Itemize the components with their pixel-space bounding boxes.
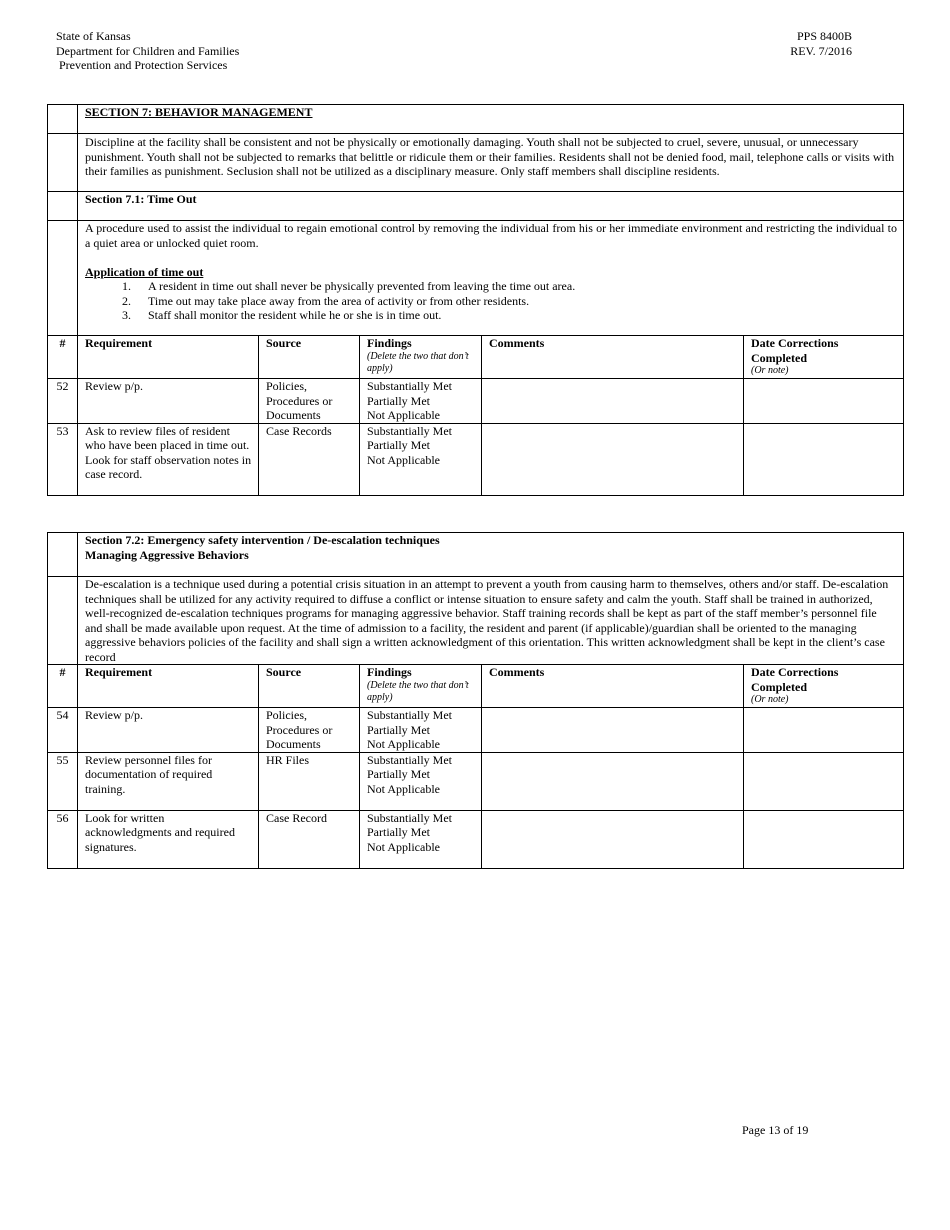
- header-revision: REV. 7/2016: [790, 43, 852, 58]
- row-findings[interactable]: Substantially Met Partially Met Not Applicable: [360, 752, 482, 810]
- row-requirement: Ask to review files of resident who have been placed in time out. Look for staff observation notes in case record.: [78, 423, 259, 495]
- row-source: Policies, Procedures or Documents: [259, 379, 360, 424]
- header-agency: [56, 29, 239, 73]
- time-out-definition: A procedure used to assist the individual to regain emotional control by removing the individual from his or her immediate environment and restricting the individual to a quiet area or unlocked quiet room.: [85, 221, 897, 250]
- section7-1-title: Section 7.1: Time Out: [78, 192, 904, 221]
- row-requirement: Review p/p.: [78, 708, 259, 753]
- col-comments-header: Comments: [482, 336, 744, 379]
- table-header-row: [48, 336, 904, 379]
- row-date-corrections[interactable]: [744, 810, 904, 868]
- list-item: 1. A resident in time out shall never be physically prevented from leaving the time out area.: [134, 279, 897, 294]
- row-number: 54: [48, 708, 78, 753]
- row-number: 52: [48, 379, 78, 424]
- row-number: 53: [48, 423, 78, 495]
- table-header-row: [48, 665, 904, 708]
- row-requirement: Review p/p.: [78, 379, 259, 424]
- list-item: 3. Staff shall monitor the resident while he or she is in time out.: [134, 308, 897, 323]
- row-source: Case Records: [259, 423, 360, 495]
- row-findings[interactable]: Substantially Met Partially Met Not Applicable: [360, 708, 482, 753]
- section7-2-table: [47, 532, 904, 869]
- table-row: [48, 379, 904, 424]
- row-number: 56: [48, 810, 78, 868]
- col-findings-header: Findings (Delete the two that don’t apply): [360, 665, 482, 708]
- table-row: [48, 752, 904, 810]
- row-number: 55: [48, 752, 78, 810]
- row-findings[interactable]: Substantially Met Partially Met Not Applicable: [360, 810, 482, 868]
- application-heading: Application of time out: [85, 264, 204, 279]
- application-list: [85, 279, 897, 323]
- row-requirement: Look for written acknowledgments and required signatures.: [78, 810, 259, 868]
- row-date-corrections[interactable]: [744, 752, 904, 810]
- row-comments[interactable]: [482, 708, 744, 753]
- section7-2-body: De-escalation is a technique used during a potential crisis situation in an attempt to prevent a youth from causing harm to themselves, others and/or staff. De-escalation techniques shall be utilized for any activity required to diffuse a conflict or intense situation to ensure safety and calm the youth. Staff shall be trained in authorized, well-recognized de-escalation techniques programs for managing aggressive behavior. Staff training records shall be kept as part of the staff member’s personnel file and shall be made available upon request. At the time of admission to a facility, the resident and parent (if applicable)/guardian shall be oriented to the managing aggressive behaviors policies of the facility and shall sign a written acknowledgment of this orientation. This written acknowledgment shall be kept in the client’s case record: [78, 577, 904, 665]
- row-comments[interactable]: [482, 423, 744, 495]
- page-number: Page 13 of 19: [742, 1123, 809, 1137]
- row-source: Case Record: [259, 810, 360, 868]
- row-comments[interactable]: [482, 379, 744, 424]
- col-requirement-header: Requirement: [78, 665, 259, 708]
- date-note: (Or note): [751, 694, 789, 705]
- list-item: 2. Time out may take place away from the area of activity or from other residents.: [134, 294, 897, 309]
- col-findings-header: Findings (Delete the two that don’t apply): [360, 336, 482, 379]
- row-findings[interactable]: Substantially Met Partially Met Not Applicable: [360, 379, 482, 424]
- table-row: [48, 810, 904, 868]
- date-note: (Or note): [751, 365, 789, 376]
- header-state: State of Kansas: [56, 29, 131, 43]
- section7-2-title: Section 7.2: Emergency safety intervention / De-escalation techniques Managing Aggressive Behaviors: [78, 533, 904, 577]
- col-source-header: Source: [259, 336, 360, 379]
- header-form-number: PPS 8400B: [796, 29, 852, 43]
- row-comments[interactable]: [482, 810, 744, 868]
- section7-1-body: [78, 221, 904, 336]
- row-source: Policies, Procedures or Documents: [259, 708, 360, 753]
- section7-title: SECTION 7: BEHAVIOR MANAGEMENT: [78, 105, 904, 134]
- col-source-header: Source: [259, 665, 360, 708]
- col-date-header: Date Corrections Completed (Or note): [744, 665, 904, 708]
- row-findings[interactable]: Substantially Met Partially Met Not Applicable: [360, 423, 482, 495]
- row-date-corrections[interactable]: [744, 379, 904, 424]
- header-form-id: [790, 29, 852, 58]
- row-comments[interactable]: [482, 752, 744, 810]
- findings-note: (Delete the two that don’t apply): [367, 679, 469, 703]
- row-date-corrections[interactable]: [744, 708, 904, 753]
- section7-body: Discipline at the facility shall be consistent and not be physically or emotionally damaging. Youth shall not be subjected to cruel, severe, unusual, or unnecessary punishment. Youth shall not be subjected to remarks that belittle or ridicule them or their families. Residents shall not be denied food, mail, telephone calls or visits with their families as punishment. Seclusion shall not be utilized as a disciplinary measure. Only staff members shall discipline residents.: [78, 134, 904, 192]
- findings-note: (Delete the two that don’t apply): [367, 350, 469, 374]
- col-requirement-header: Requirement: [78, 336, 259, 379]
- row-date-corrections[interactable]: [744, 423, 904, 495]
- table-row: [48, 423, 904, 495]
- col-num-header: #: [48, 665, 78, 708]
- row-requirement: Review personnel files for documentation of required training.: [78, 752, 259, 810]
- table-row: [48, 708, 904, 753]
- col-date-header: Date Corrections Completed (Or note): [744, 336, 904, 379]
- header-department: Department for Children and Families: [56, 43, 240, 58]
- col-comments-header: Comments: [482, 665, 744, 708]
- row-source: HR Files: [259, 752, 360, 810]
- header-division: Prevention and Protection Services: [59, 58, 228, 72]
- col-num-header: #: [48, 336, 78, 379]
- section7-table: [47, 104, 904, 496]
